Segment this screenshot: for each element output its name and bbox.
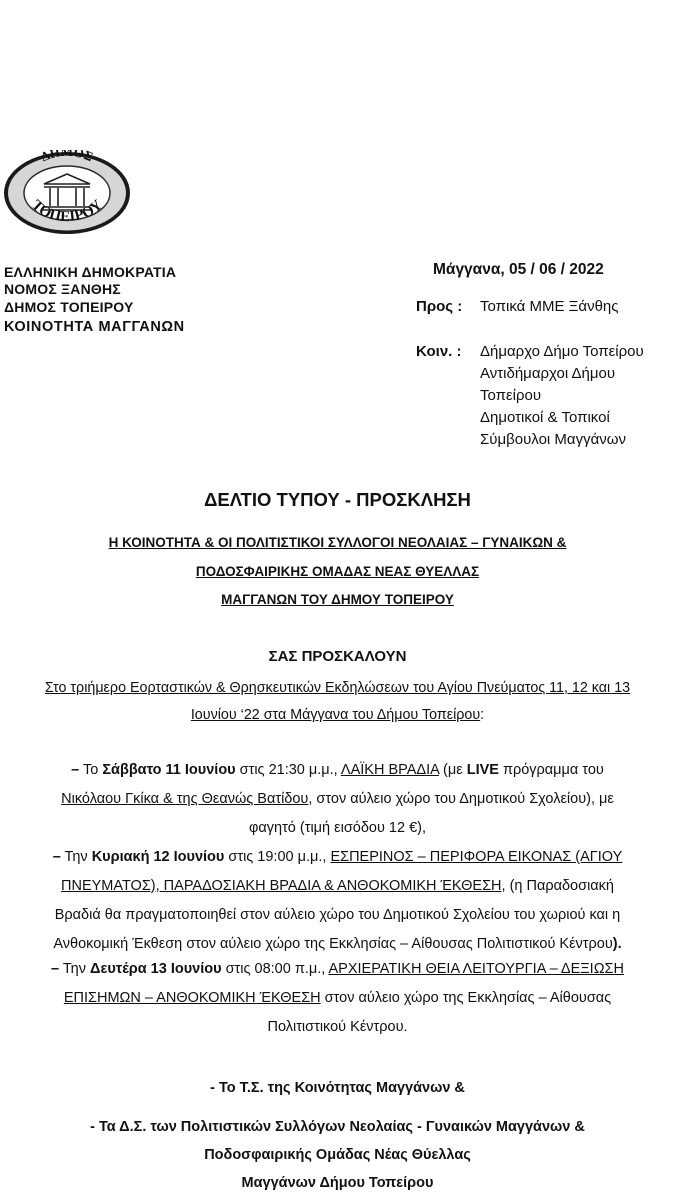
event-dash: – xyxy=(71,762,80,778)
event-name: ΕΠΙΣΗΜΩΝ – ΑΝΘΟΚΟΜΙΚΗ ΈΚΘΕΣΗ xyxy=(63,990,321,1006)
event-text: Την xyxy=(59,961,91,977)
event-saturday xyxy=(12,756,663,843)
cc-line: Δημοτικοί & Τοπικοί xyxy=(480,409,610,426)
event-monday xyxy=(12,955,663,1042)
intro-text: Ιουνίου ‘22 στα Μάγγανα του Δήμου Τοπείρου xyxy=(190,707,481,723)
event-text: πρόγραμμα του xyxy=(498,762,604,778)
event-text: , στον αύλειο χώρο του Δημοτικού Σχολείου), με xyxy=(308,791,614,807)
municipality-logo xyxy=(2,150,132,236)
subtitle-line: ΠΟΔΟΣΦΑΙΡΙΚΗΣ ΟΜΑΔΑΣ ΝΕΑΣ ΘΥΕΛΛΑΣ xyxy=(195,564,480,579)
cc-line: Αντιδήμαρχοι Δήμου xyxy=(480,365,616,382)
event-line xyxy=(12,843,663,872)
event-line xyxy=(12,785,663,814)
intro-text: Στο τριήμερο Εορταστικών & Θρησκευτικών Εκδηλώσεων του Αγίου Πνεύματος 11, 12 και 13 xyxy=(44,680,631,696)
event-dash: – xyxy=(52,849,61,865)
event-line: Βραδιά θα πραγματοποιηθεί στον αύλειο χώρο του Δημοτικού Σχολείου του χωριού και η xyxy=(54,907,621,923)
event-dash: – xyxy=(51,961,60,977)
intro-line xyxy=(0,680,675,696)
place-date: Μάγγανα, 05 / 06 / 2022 xyxy=(433,261,604,278)
event-sunday xyxy=(12,843,663,959)
event-text: στις 19:00 μ.μ., xyxy=(224,849,331,865)
document-title: ΔΕΛΤΙΟ ΤΥΠΟΥ - ΠΡΟΣΚΛΗΣΗ xyxy=(204,489,471,510)
signature-line: - Τα Δ.Σ. των Πολιτιστικών Συλλόγων Νεολαίας - Γυναικών Μαγγάνων & xyxy=(90,1119,585,1135)
cc-line: Τοπείρου xyxy=(480,387,542,404)
event-line xyxy=(12,872,663,901)
event-text: , (η Παραδοσιακή xyxy=(501,878,614,894)
event-day: Κυριακή 12 Ιουνίου xyxy=(91,849,225,865)
event-text: στις 08:00 π.μ., xyxy=(221,961,329,977)
event-text: Ανθοκομική Έκθεση στον αύλειο χώρο της Εκκλησίας – Αίθουσας Πολιτιστικού Κέντρου xyxy=(53,936,613,952)
event-name: ΛΑΪΚΗ ΒΡΑΔΙΑ xyxy=(340,762,439,778)
event-day: Δευτέρα 13 Ιουνίου xyxy=(90,961,222,977)
intro-colon: : xyxy=(480,707,485,723)
header-left-community: ΚΟΙΝΟΤΗΤΑ ΜΑΓΓΑΝΩΝ xyxy=(4,319,185,335)
to-label: Προς : xyxy=(416,298,463,315)
subtitle-line: Η ΚΟΙΝΟΤΗΤΑ & ΟΙ ΠΟΛΙΤΙΣΤΙΚΟΙ ΣΥΛΛΟΓΟΙ ΝΕΟΛΑΙΑΣ – ΓΥΝΑΙΚΩΝ & xyxy=(108,535,567,550)
event-text: Την xyxy=(60,849,92,865)
cc-line: Σύμβουλοι Μαγγάνων xyxy=(480,431,626,448)
event-name: ΕΣΠΕΡΙΝΟΣ – ΠΕΡΙΦΟΡΑ ΕΙΚΟΝΑΣ (ΑΓΙΟΥ xyxy=(330,849,623,865)
event-line: Πολιτιστικού Κέντρου. xyxy=(267,1019,408,1035)
event-line xyxy=(12,984,663,1013)
event-text-end: ). xyxy=(612,936,622,952)
cc-label: Κοιν. : xyxy=(416,343,462,360)
header-left-prefecture: ΝΟΜΟΣ ΞΑΝΘΗΣ xyxy=(4,281,121,297)
event-text: στον αύλειο χώρο της Εκκλησίας – Αίθουσας xyxy=(320,990,612,1006)
logo-bottom-text: ΤΟΠΕΙΡΟΥ xyxy=(28,197,106,226)
header-left-country: ΕΛΛΗΝΙΚΗ ΔΗΜΟΚΡΑΤΙΑ xyxy=(4,264,177,280)
event-performers: Νικόλαου Γκίκα & της Θεανώς Βατίδου xyxy=(61,791,309,807)
header-left-municipality: ΔΗΜΟΣ ΤΟΠΕΙΡΟΥ xyxy=(4,299,134,315)
logo-arc-text: ΔΗΜΟΣ xyxy=(38,150,96,165)
event-line xyxy=(12,756,663,785)
subtitle-line: ΜΑΓΓΑΝΩΝ ΤΟΥ ΔΗΜΟΥ ΤΟΠΕΙΡΟΥ xyxy=(221,592,454,607)
event-text: στις 21:30 μ.μ., xyxy=(235,762,341,778)
event-text: (με xyxy=(439,762,467,778)
cc-line: Δήμαρχο Δήμο Τοπείρου xyxy=(480,343,644,360)
event-name: ΠΝΕΥΜΑΤΟΣ), ΠΑΡΑΔΟΣΙΑΚΗ ΒΡΑΔΙΑ & ΑΝΘΟΚΟΜΙΚΗ ΈΚΘΕΣΗ xyxy=(61,878,502,894)
invite-heading: ΣΑΣ ΠΡΟΣΚΑΛΟΥΝ xyxy=(268,648,407,665)
signature-line: Μαγγάνων Δήμου Τοπείρου xyxy=(241,1175,434,1191)
signature-line: Ποδοσφαιρικής Ομάδας Νέας Θύελλας xyxy=(204,1147,471,1163)
event-name: ΑΡΧΙΕΡΑΤΙΚΗ ΘΕΙΑ ΛΕΙΤΟΥΡΓΙΑ – ΔΕΞΙΩΣΗ xyxy=(328,961,624,977)
to-recipients: Τοπικά ΜΜΕ Ξάνθης xyxy=(480,298,619,315)
event-line xyxy=(12,955,663,984)
event-live: LIVE xyxy=(466,762,499,778)
intro-line xyxy=(0,707,675,723)
event-text: Το xyxy=(79,762,103,778)
event-day: Σάββατο 11 Ιουνίου xyxy=(102,762,236,778)
event-line: φαγητό (τιμή εισόδου 12 €), xyxy=(248,820,427,836)
signature-line: - Το Τ.Σ. της Κοινότητας Μαγγάνων & xyxy=(210,1080,465,1096)
logo-seal-image xyxy=(2,150,132,236)
